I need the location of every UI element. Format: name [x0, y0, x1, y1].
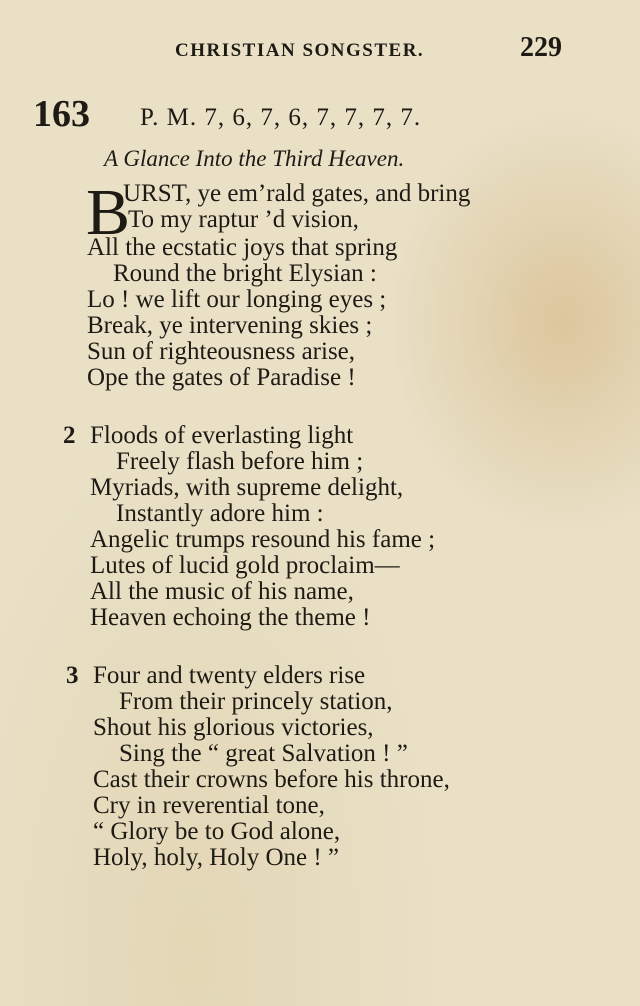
stanza-1-line: Break, ye intervening skies ; [87, 312, 373, 339]
stanza-3-line: Sing the “ great Salvation ! ” [119, 740, 408, 767]
stanza-3-number: 3 [66, 662, 79, 689]
stanza-3-line: From their princely station, [119, 688, 393, 715]
stanza-1-line: Round the bright Elysian : [113, 260, 377, 287]
stanza-3-line: Four and twenty elders rise [93, 662, 366, 689]
stanza-2-line: Lutes of lucid gold proclaim— [90, 552, 400, 579]
hymn-meter: P. M. 7, 6, 7, 6, 7, 7, 7, 7. [140, 104, 422, 131]
stanza-3-line: Shout his glorious victories, [93, 714, 374, 741]
running-title: CHRISTIAN SONGSTER. [175, 40, 425, 61]
stanza-1-line: To my raptur ’d vision, [128, 206, 359, 233]
stanza-3-line: Cast their crowns before his throne, [93, 766, 450, 793]
stanza-2-number: 2 [63, 422, 76, 449]
stanza-1-line: Ope the gates of Paradise ! [87, 364, 356, 391]
drop-cap: B [86, 176, 131, 249]
stanza-3-line: “ Glory be to God alone, [93, 818, 341, 845]
stanza-2-line: Heaven echoing the theme ! [90, 604, 371, 631]
stanza-2-line: Instantly adore him : [116, 500, 324, 527]
stanza-2-line: All the music of his name, [90, 578, 354, 605]
stanza-3-line: Holy, holy, Holy One ! ” [93, 844, 340, 871]
page-number: 229 [520, 32, 562, 63]
hymn-title: A Glance Into the Third Heaven. [104, 146, 405, 171]
hymn-number: 163 [33, 93, 90, 135]
stanza-1-line: Sun of righteousness arise, [87, 338, 356, 365]
stanza-2-line: Freely flash before him ; [116, 448, 364, 475]
stanza-1-line: URST, ye em’rald gates, and bring [123, 180, 471, 207]
stanza-2-line: Floods of everlasting light [90, 422, 354, 449]
stanza-3-line: Cry in reverential tone, [93, 792, 325, 819]
stanza-2-line: Myriads, with supreme delight, [90, 474, 404, 501]
stanza-1-line: All the ecstatic joys that spring [87, 234, 398, 261]
stanza-2-line: Angelic trumps resound his fame ; [90, 526, 436, 553]
stanza-1-line: Lo ! we lift our longing eyes ; [87, 286, 387, 313]
